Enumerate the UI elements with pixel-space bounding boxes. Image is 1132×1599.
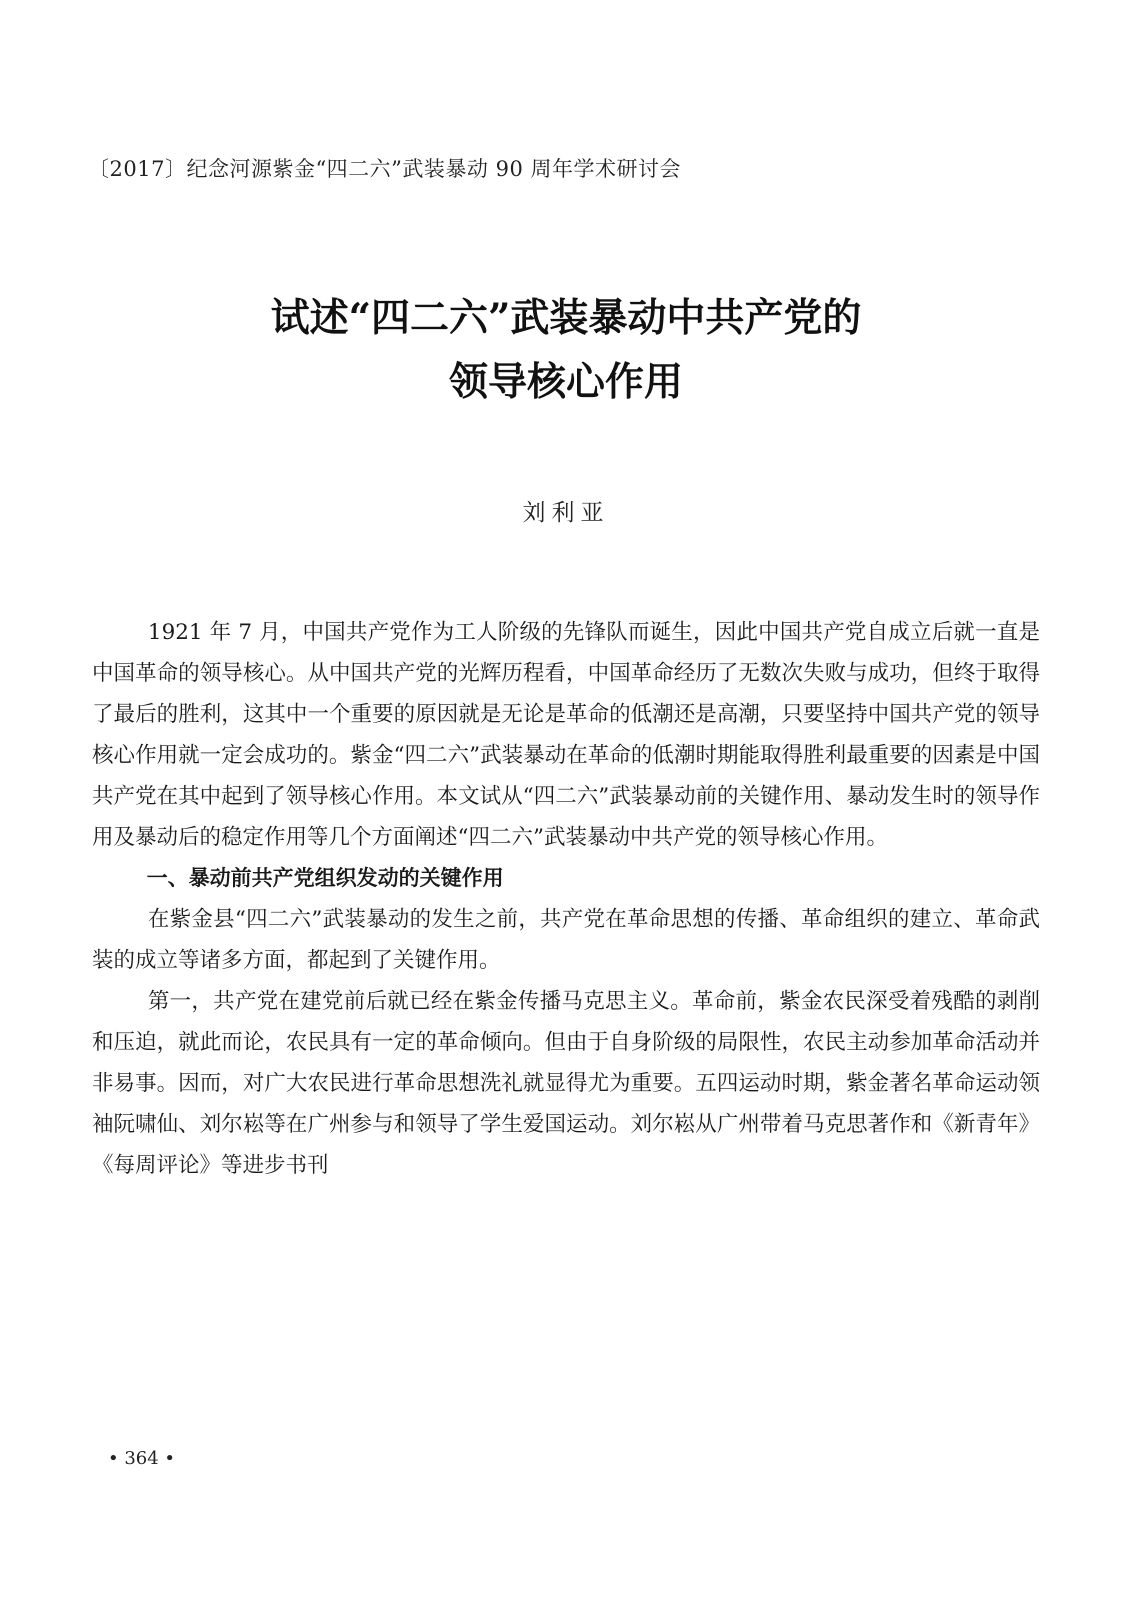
section-paragraph: 第一，共产党在建党前后就已经在紫金传播马克思主义。革命前，紫金农民深受着残酷的剥削和压迫，就此而论，农民具有一定的革命倾向。但由于自身阶级的局限性，农民主动参加革命活动并非易事。因而，对广大农民进行革命思想洗礼就显得尤为重要。五四运动时期，紫金著名革命运动领袖阮啸仙、刘尔崧等在广州参与和领导了学生爱国运动。刘尔崧从广州带着马克思著作和《新青年》《每周评论》等进步书刊 <box>92 989 1040 1178</box>
article-title <box>0 286 1132 414</box>
page-number: • 364 • <box>108 1448 176 1469</box>
article-title-line-2: 领导核心作用 <box>448 359 683 405</box>
author-name: 刘利亚 <box>522 500 610 526</box>
intro-paragraph: 1921 年 7 月，中国共产党作为工人阶级的先锋队而诞生，因此中国共产党自成立后就一直是中国革命的领导核心。从中国共产党的光辉历程看，中国革命经历了无数次失败与成功，但终于取得了最后的胜利，这其中一个重要的原因就是无论是革命的低潮还是高潮，只要坚持中国共产党的领导核心作用就一定会成功的。紫金“四二六”武装暴动在革命的低潮时期能取得胜利最重要的因素是中国共产党在其中起到了领导核心作用。本文试从“四二六”武装暴动前的关键作用、暴动发生时的领导作用及暴动后的稳定作用等几个方面阐述“四二六”武装暴动中共产党的领导核心作用。 <box>92 620 1040 850</box>
section-paragraph: 在紫金县“四二六”武装暴动的发生之前，共产党在革命思想的传播、革命组织的建立、革命武装的成立等诸多方面，都起到了关键作用。 <box>92 907 1040 973</box>
article-title-line-1: 试述“四二六”武装暴动中共产党的 <box>270 295 862 341</box>
section-heading: 一、暴动前共产党组织发动的关键作用 <box>146 866 504 890</box>
article-body <box>92 612 1040 1186</box>
running-head: 〔2017〕纪念河源紫金“四二六”武装暴动 90 周年学术研讨会 <box>88 157 681 181</box>
